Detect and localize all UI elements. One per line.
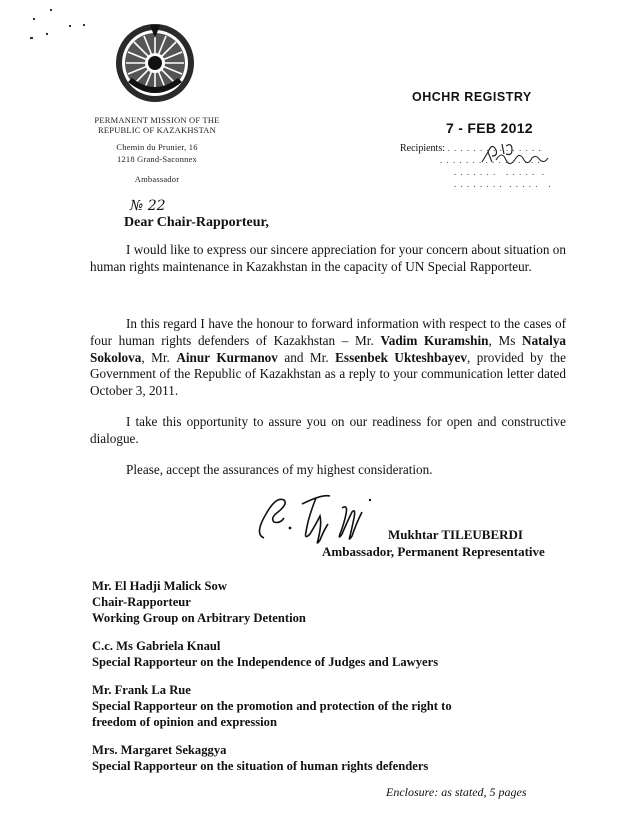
paragraph-appreciation: I would like to express our sincere appreciation for your concern about situation on human rights maintenance in Kazakhstan in the capacity of UN Special Rapporteur. xyxy=(90,242,566,274)
enclosure-note: Enclosure: as stated, 5 pages xyxy=(386,785,527,799)
defender-name: Vadim Kuramshin xyxy=(380,332,489,348)
paragraph-information: In this regard I have the honour to forward information with respect to the cases of four human rights defenders of Kazakhstan – Mr. Vadim Kuramshin, Ms Natalya Sokolova, Mr. Ainur Kurmanov and Mr. Essenbek Ukteshbayev, provided by the Government of the Republic of Kazakhstan as a reply to your communication letter dated October 3, 2011. xyxy=(90,316,567,399)
signatory-title: Ambassador, Permanent Representative xyxy=(322,544,545,559)
paragraph-closing: Please, accept the assurances of my highest consideration. xyxy=(126,462,433,477)
state-emblem-icon xyxy=(114,22,196,104)
addressee-block: Mr. Frank La Rue Special Rapporteur on the promotion and protection of the right to freedom of opinion and expression xyxy=(92,683,452,729)
letterhead-role: Ambassador xyxy=(134,174,180,184)
handwritten-recipient-note xyxy=(478,138,558,166)
paragraph-dialogue: I take this opportunity to assure you on our readiness for open and constructive dialogue. xyxy=(90,414,566,446)
signature xyxy=(250,488,390,546)
defender-name: Ainur Kurmanov xyxy=(176,349,278,365)
addressee-block: C.c. Ms Gabriela Knaul Special Rapporteur on the Independence of Judges and Lawyers xyxy=(92,639,439,669)
registry-stamp-date: 7 - FEB 2012 xyxy=(446,120,533,136)
mission-name: PERMANENT MISSION OF THE REPUBLIC OF KAZAKHSTAN xyxy=(94,115,220,135)
addressee-block: Mr. El Hadji Malick Sow Chair-Rapporteur Working Group on Arbitrary Detention xyxy=(92,579,306,625)
addressee-block: Mrs. Margaret Sekaggya Special Rapporteur on the situation of human rights defenders xyxy=(92,743,429,773)
defender-name: Essenbek Ukteshbayev xyxy=(335,349,467,365)
reference-number: № 22 xyxy=(130,198,166,214)
registry-stamp-title: OHCHR REGISTRY xyxy=(412,90,532,104)
recipients-label: Recipients: xyxy=(400,143,445,154)
dotted-line: . . . . . . . . . . . . . . . xyxy=(447,143,542,153)
signatory-name: Mukhtar TILEUBERDI xyxy=(388,527,523,542)
dotted-line: . . . . . . . . . . . . . . . . xyxy=(440,155,541,165)
mission-address: Chemin du Prunier, 16 1218 Grand-Saconnex xyxy=(116,142,198,164)
dotted-line: . . . . . . . . . . . . . . xyxy=(454,179,552,189)
salutation: Dear Chair-Rapporteur, xyxy=(124,215,269,230)
defender-name: Natalya Sokolova xyxy=(90,332,567,365)
dotted-line: . . . . . . . . . . . . . xyxy=(454,167,545,177)
